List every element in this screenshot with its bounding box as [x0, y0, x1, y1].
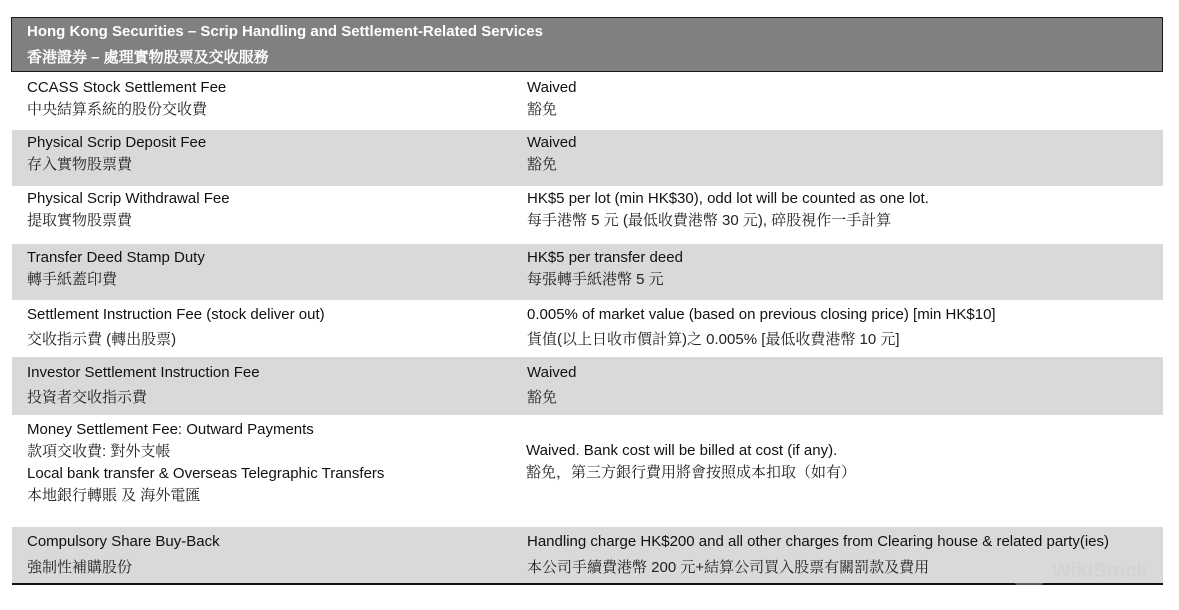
table-row — [12, 527, 1163, 583]
table-row — [12, 76, 1163, 130]
item-label-zh: 中央結算系統的股份交收費 — [27, 101, 208, 118]
fee-value-zh: 每張轉手紙港幣 5 元 — [527, 271, 664, 288]
item-label-en: CCASS Stock Settlement Fee — [27, 79, 227, 96]
fee-value-en: Waived — [527, 79, 577, 96]
fee-value-en: Waived — [527, 364, 577, 381]
fee-value-zh: 豁免 — [527, 101, 558, 118]
fee-item-cell — [27, 77, 226, 121]
fee-value-zh: 貨值(以上日收市價計算)之 0.005% [最低收費港幣 10 元] — [527, 331, 900, 348]
item-sublabel-en: Local bank transfer & Overseas Telegraphic Transfers — [27, 465, 385, 482]
fee-value-cell — [527, 247, 683, 291]
fee-value-en: Waived. Bank cost will be billed at cost (if any). — [526, 442, 838, 459]
header-title-en: Hong Kong Securities – Scrip Handling and Settlement-Related Services — [27, 23, 543, 40]
item-label-zh: 投資者交收指示費 — [27, 389, 148, 406]
fee-item-cell — [27, 529, 220, 581]
item-label-en: Money Settlement Fee: Outward Payments — [27, 421, 314, 438]
fee-value-en: Waived — [527, 134, 577, 151]
table-row — [12, 300, 1163, 357]
item-label-zh: 提取實物股票費 — [27, 212, 133, 229]
fee-value-zh: 本公司手續費港幣 200 元+結算公司買入股票有關罰款及費用 — [527, 559, 930, 576]
table-row — [12, 130, 1163, 186]
table-row — [12, 186, 1163, 244]
table-header — [11, 17, 1163, 72]
item-label-en: Physical Scrip Deposit Fee — [27, 134, 207, 151]
fee-value-en: HK$5 per transfer deed — [527, 249, 683, 266]
item-label-zh: 交收指示費 (轉出股票) — [27, 331, 177, 348]
fee-item-cell — [27, 247, 205, 291]
item-label-zh: 強制性補購股份 — [27, 559, 133, 576]
fee-value-cell — [527, 77, 576, 121]
table-row — [12, 357, 1163, 415]
table-bottom-border — [12, 583, 1163, 585]
fee-value-cell — [526, 440, 856, 484]
watermark-text: WikiStock — [1052, 559, 1148, 582]
item-label-en: Compulsory Share Buy-Back — [27, 533, 220, 550]
fee-item-cell — [27, 302, 325, 352]
item-label-en: Settlement Instruction Fee (stock deliver out) — [27, 306, 325, 323]
item-label-en: Transfer Deed Stamp Duty — [27, 249, 205, 266]
wikistock-logo-icon — [1014, 556, 1044, 586]
fee-value-cell — [527, 360, 576, 410]
fee-value-cell — [527, 188, 929, 232]
watermark — [1014, 556, 1147, 586]
fee-value-zh: 豁免，第三方銀行費用將會按照成本扣取（如有） — [526, 464, 857, 481]
item-label-en: Investor Settlement Instruction Fee — [27, 364, 260, 381]
fee-item-cell — [27, 360, 260, 410]
item-label-zh: 存入實物股票費 — [27, 156, 133, 173]
item-label-zh: 款項交收費: 對外支帳 — [27, 443, 171, 460]
fee-value-en: HK$5 per lot (min HK$30), odd lot will be counted as one lot. — [527, 190, 929, 207]
fee-item-cell — [27, 419, 384, 507]
header-title-zh: 香港證券 – 處理實物股票及交收服務 — [27, 49, 269, 66]
item-label-en: Physical Scrip Withdrawal Fee — [27, 190, 230, 207]
fee-value-en: Handling charge HK$200 and all other charges from Clearing house & related party(ies) — [527, 533, 1109, 550]
fee-value-cell — [527, 132, 576, 176]
fee-value-zh: 豁免 — [527, 156, 558, 173]
fee-item-cell — [27, 188, 230, 232]
fee-value-en: 0.005% of market value (based on previous closing price) [min HK$10] — [527, 306, 996, 323]
item-sublabel-zh: 本地銀行轉賬 及 海外電匯 — [27, 487, 201, 504]
fee-value-zh: 每手港幣 5 元 (最低收費港幣 30 元), 碎股視作一手計算 — [527, 212, 892, 229]
fee-value-cell — [527, 302, 996, 352]
table-row — [12, 244, 1163, 300]
item-label-zh: 轉手紙蓋印費 — [27, 271, 118, 288]
fee-item-cell — [27, 132, 206, 176]
table-row — [12, 415, 1163, 527]
fee-value-zh: 豁免 — [527, 389, 558, 406]
